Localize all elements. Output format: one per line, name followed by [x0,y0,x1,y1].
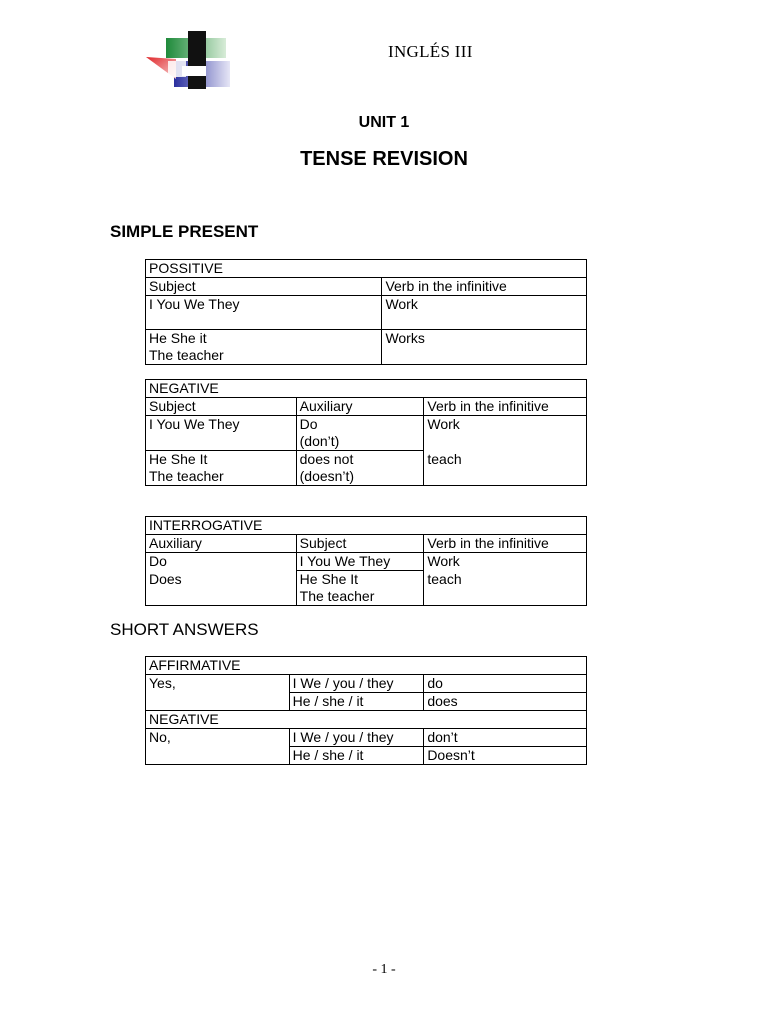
cell-line: The teacher [299,588,375,604]
table-cell: don’t [424,729,587,747]
table-cell: He / she / it [289,693,424,711]
table-cell: I You We They [146,416,297,451]
column-header: Subject [296,535,424,553]
short-answers-table [145,656,587,765]
table-cell [146,747,290,765]
page-title: TENSE REVISION [300,148,468,170]
cell-line: does not [299,451,354,467]
table-cell [146,693,290,711]
unit-label: UNIT 1 [358,114,410,131]
table-cell [146,330,382,365]
cell-line: The teacher [149,468,224,484]
cell-line: He She It [149,451,208,467]
table-cell [146,451,297,486]
cell-line: He She it [149,330,207,346]
negative-table [145,379,587,486]
column-header: Subject [146,398,297,416]
table-cell: I We / you / they [289,729,424,747]
table-cell: I You We They [296,553,424,571]
table-cell: I We / you / they [289,675,424,693]
table-cell: Work [424,416,587,451]
cell-line: The teacher [149,347,224,363]
table-heading: POSSITIVE [146,260,587,278]
table-cell: Does [146,571,297,606]
table-cell: does [424,693,587,711]
cell-line: Do [299,416,318,432]
table-cell: He / she / it [289,747,424,765]
table-cell: teach [424,451,587,486]
page-number: - 1 - [372,962,396,977]
column-header: Auxiliary [146,535,297,553]
table-heading: NEGATIVE [146,380,587,398]
table-cell [296,416,424,451]
table-heading: NEGATIVE [146,711,587,729]
table-cell: Do [146,553,297,571]
table-heading: INTERROGATIVE [146,517,587,535]
cell-line: He She It [299,571,359,587]
table-cell: Yes, [146,675,290,693]
table-cell [296,571,424,606]
course-logo-icon [146,31,232,89]
table-cell: Doesn’t [424,747,587,765]
column-header: Auxiliary [296,398,424,416]
column-header: Verb in the infinitive [382,278,587,296]
cell-line: (doesn’t) [299,468,355,484]
cell-line: (don’t) [299,433,340,449]
table-cell: I You We They [146,296,382,330]
table-cell: Works [382,330,587,365]
table-cell [296,451,424,486]
table-cell: do [424,675,587,693]
column-header: Subject [146,278,382,296]
table-cell: teach [424,571,587,606]
section-heading-short-answers: SHORT ANSWERS [110,620,259,639]
table-cell: Work [382,296,587,330]
column-header: Verb in the infinitive [424,535,587,553]
column-header: Verb in the infinitive [424,398,587,416]
section-heading-simple-present: SIMPLE PRESENT [110,222,259,241]
table-cell: Work [424,553,587,571]
positive-table [145,259,587,365]
course-title: INGLÉS III [388,42,473,61]
table-heading: AFFIRMATIVE [146,657,587,675]
table-cell: No, [146,729,290,747]
interrogative-table [145,516,587,606]
